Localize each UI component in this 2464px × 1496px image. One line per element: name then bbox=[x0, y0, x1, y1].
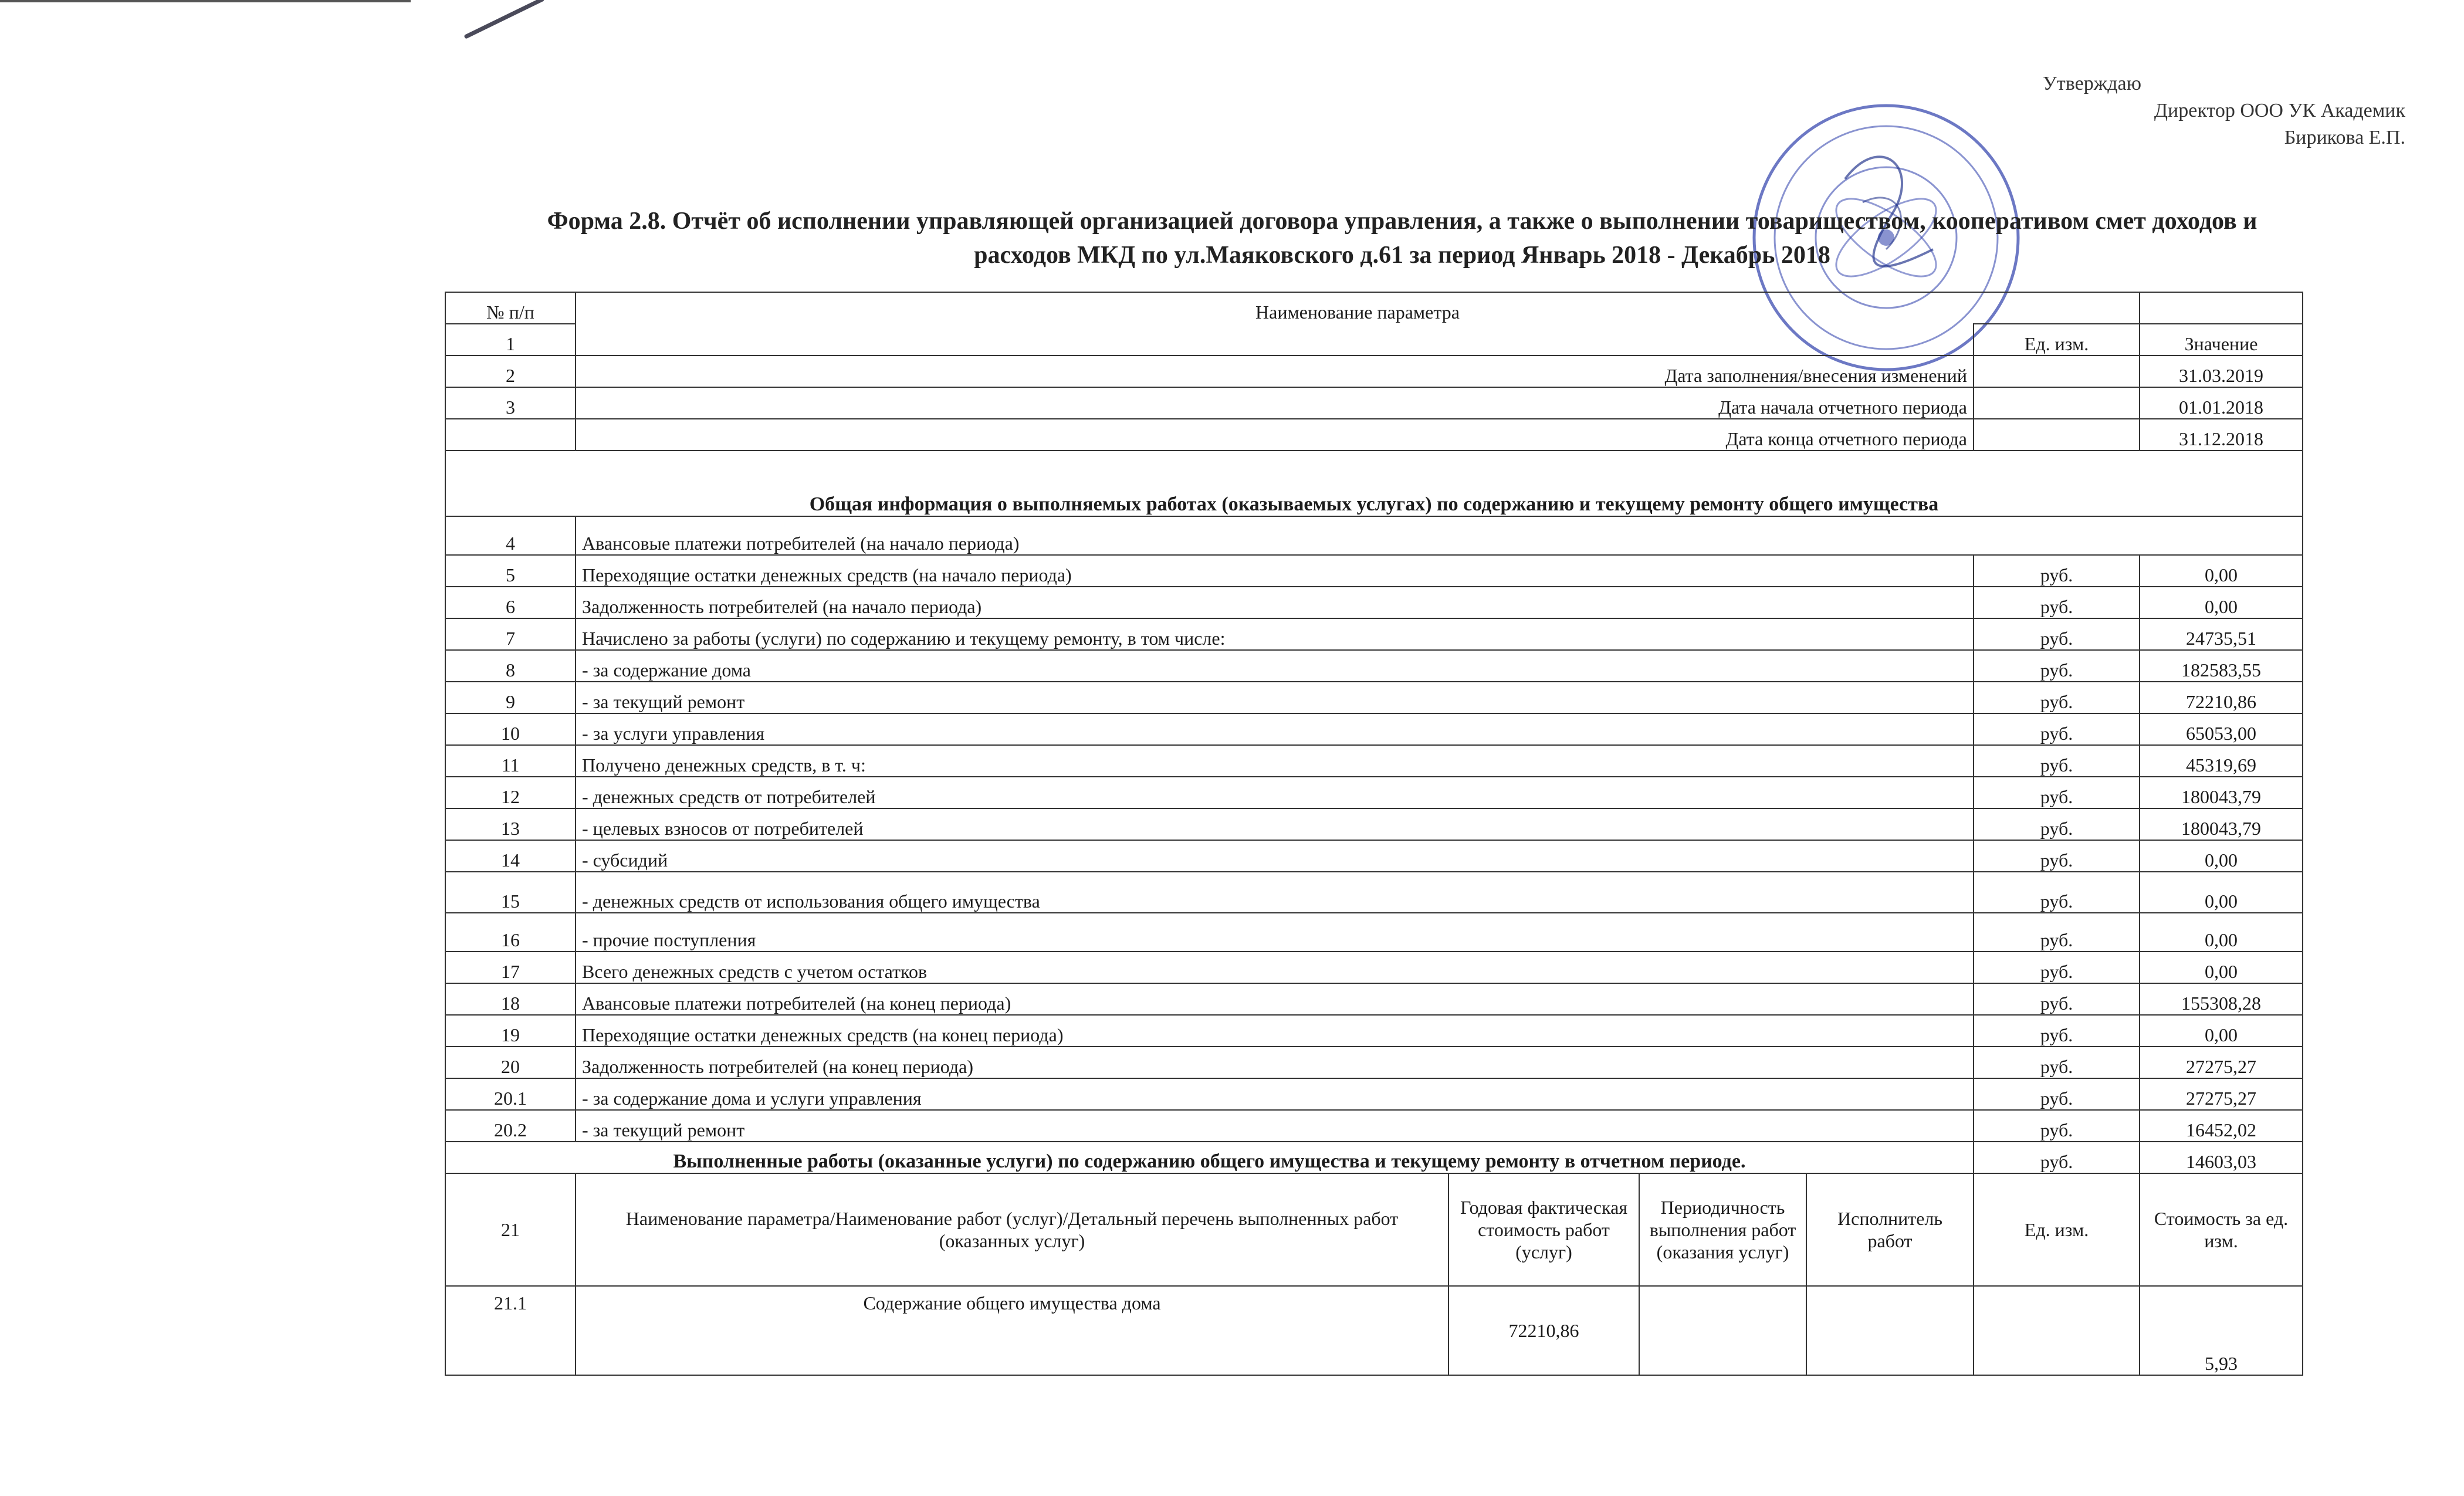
row-value: 31.03.2019 bbox=[2140, 356, 2303, 387]
row-name: Переходящие остатки денежных средств (на конец периода) bbox=[576, 1015, 1974, 1047]
row-num: 7 bbox=[445, 618, 576, 650]
row-num: 17 bbox=[445, 952, 576, 983]
periodicity-header: Периодичность выполнения работ (оказания услуг) bbox=[1639, 1173, 1806, 1286]
row-name: Содержание общего имущества дома bbox=[576, 1286, 1448, 1375]
row-unit: руб. bbox=[1974, 650, 2140, 682]
table-row bbox=[445, 516, 2303, 555]
row-unit: руб. bbox=[1974, 1047, 2140, 1078]
header-value: Значение bbox=[2140, 324, 2303, 356]
row-unit: руб. bbox=[1974, 913, 2140, 952]
row-name: Получено денежных средств, в т. ч: bbox=[576, 745, 1974, 777]
row-name: Всего денежных средств с учетом остатков bbox=[576, 952, 1974, 983]
row-value: 24735,51 bbox=[2140, 618, 2303, 650]
row-num: 3 bbox=[445, 387, 576, 419]
row-value: 0,00 bbox=[2140, 913, 2303, 952]
row-name: - за содержание дома bbox=[576, 650, 1974, 682]
row-name: - за содержание дома и услуги управления bbox=[576, 1078, 1974, 1110]
row-name: Дата конца отчетного периода bbox=[576, 419, 1974, 451]
row-name: - за услуги управления bbox=[576, 713, 1974, 745]
date-row bbox=[445, 419, 2303, 451]
row-value: 0,00 bbox=[2140, 952, 2303, 983]
row-num: 20.1 bbox=[445, 1078, 576, 1110]
row-value: 180043,79 bbox=[2140, 777, 2303, 808]
row-value: 45319,69 bbox=[2140, 745, 2303, 777]
row-value: 0,00 bbox=[2140, 587, 2303, 618]
row-unit: руб. bbox=[1974, 587, 2140, 618]
row-num: 19 bbox=[445, 1015, 576, 1047]
row-value: 65053,00 bbox=[2140, 713, 2303, 745]
row-name: Дата заполнения/внесения изменений bbox=[576, 356, 1974, 387]
section-header bbox=[445, 1142, 2303, 1173]
row-num: 2 bbox=[445, 356, 576, 387]
row-value: 0,00 bbox=[2140, 872, 2303, 913]
row-name: - денежных средств от потребителей bbox=[576, 777, 1974, 808]
cost-per-unit: 5,93 bbox=[2140, 1286, 2303, 1375]
table-row bbox=[445, 650, 2303, 682]
unit-header: Ед. изм. bbox=[1974, 1173, 2140, 1286]
executor-header: Исполнитель работ bbox=[1806, 1173, 1974, 1286]
row-unit: руб. bbox=[1974, 555, 2140, 587]
approval-line-3: Бирикова Е.П. bbox=[2284, 127, 2405, 148]
row-unit: руб. bbox=[1974, 840, 2140, 872]
row-value: 180043,79 bbox=[2140, 808, 2303, 840]
approval-line-2: Директор ООО УК Академик bbox=[2154, 100, 2405, 121]
header-name: Наименование параметра bbox=[576, 292, 2140, 324]
header-row bbox=[445, 292, 2303, 324]
row-value: 31.12.2018 bbox=[2140, 419, 2303, 451]
table-row bbox=[445, 1110, 2303, 1142]
date-row bbox=[445, 387, 2303, 419]
table-row bbox=[445, 1078, 2303, 1110]
row-unit: руб. bbox=[1974, 1142, 2140, 1173]
row-value: 72210,86 bbox=[2140, 682, 2303, 713]
header-unit: Ед. изм. bbox=[1974, 324, 2140, 356]
row-name: Задолженность потребителей (на конец периода) bbox=[576, 1047, 1974, 1078]
table-row bbox=[445, 872, 2303, 913]
row-num: 10 bbox=[445, 713, 576, 745]
row-unit: руб. bbox=[1974, 618, 2140, 650]
row-num: 13 bbox=[445, 808, 576, 840]
row-name: Переходящие остатки денежных средств (на начало периода) bbox=[576, 555, 1974, 587]
row-name: Авансовые платежи потребителей (на конец периода) bbox=[576, 983, 1974, 1015]
row-value: 27275,27 bbox=[2140, 1078, 2303, 1110]
row-num: 1 bbox=[445, 324, 576, 356]
scan-edge-line bbox=[0, 0, 411, 2]
row-name: Начислено за работы (услуги) по содержанию и текущему ремонту, в том числе: bbox=[576, 618, 1974, 650]
row-unit: руб. bbox=[1974, 1078, 2140, 1110]
row-value: 27275,27 bbox=[2140, 1047, 2303, 1078]
row-name: - субсидий bbox=[576, 840, 1974, 872]
row-name: - прочие поступления bbox=[576, 913, 1974, 952]
row-num: 11 bbox=[445, 745, 576, 777]
row-unit: руб. bbox=[1974, 745, 2140, 777]
cost-per-unit-header: Стоимость за ед. изм. bbox=[2140, 1173, 2303, 1286]
row-value: 14603,03 bbox=[2140, 1142, 2303, 1173]
row-num: 18 bbox=[445, 983, 576, 1015]
row-num: 20.2 bbox=[445, 1110, 576, 1142]
row-num: 5 bbox=[445, 555, 576, 587]
works-name-header: Наименование параметра/Наименование работ (услуг)/Детальный перечень выполненных работ (оказанных услуг) bbox=[576, 1173, 1448, 1286]
row-unit: руб. bbox=[1974, 1110, 2140, 1142]
row-unit: руб. bbox=[1974, 808, 2140, 840]
table-row bbox=[445, 840, 2303, 872]
row-num: 4 bbox=[445, 516, 576, 555]
table-row bbox=[445, 983, 2303, 1015]
row-name: - целевых взносов от потребителей bbox=[576, 808, 1974, 840]
row-unit: руб. bbox=[1974, 713, 2140, 745]
table-row bbox=[445, 745, 2303, 777]
row-num bbox=[445, 419, 576, 451]
table-row bbox=[445, 913, 2303, 952]
approval-line-1: Утверждаю bbox=[2042, 73, 2141, 94]
row-unit: руб. bbox=[1974, 777, 2140, 808]
row-num: 14 bbox=[445, 840, 576, 872]
row-name: Задолженность потребителей (на начало периода) bbox=[576, 587, 1974, 618]
table-row bbox=[445, 952, 2303, 983]
row-unit: руб. bbox=[1974, 872, 2140, 913]
row-num: 21.1 bbox=[445, 1286, 576, 1375]
row-unit: руб. bbox=[1974, 682, 2140, 713]
section-title: Выполненные работы (оказанные услуги) по содержанию общего имущества и текущему ремонту в отчетном периоде. bbox=[445, 1142, 1974, 1173]
row-value: 0,00 bbox=[2140, 1015, 2303, 1047]
row-name: Авансовые платежи потребителей (на начало периода) bbox=[576, 516, 2303, 555]
row-value: 182583,55 bbox=[2140, 650, 2303, 682]
row-name: Дата начала отчетного периода bbox=[576, 387, 1974, 419]
row-unit: руб. bbox=[1974, 952, 2140, 983]
header-row-2 bbox=[445, 324, 2303, 356]
row-name: - денежных средств от использования общего имущества bbox=[576, 872, 1974, 913]
row-value: 155308,28 bbox=[2140, 983, 2303, 1015]
row-num: 16 bbox=[445, 913, 576, 952]
section-header bbox=[445, 451, 2303, 516]
table-row bbox=[445, 1286, 2303, 1375]
annual-cost: 72210,86 bbox=[1448, 1286, 1639, 1375]
date-row bbox=[445, 356, 2303, 387]
row-value: 01.01.2018 bbox=[2140, 387, 2303, 419]
row-num: 8 bbox=[445, 650, 576, 682]
row-value: 0,00 bbox=[2140, 840, 2303, 872]
row-value: 0,00 bbox=[2140, 555, 2303, 587]
row-name: - за текущий ремонт bbox=[576, 682, 1974, 713]
table-row bbox=[445, 555, 2303, 587]
row-unit: руб. bbox=[1974, 1015, 2140, 1047]
table-row bbox=[445, 682, 2303, 713]
document-title: Форма 2.8. Отчёт об исполнении управляющей организацией договора управления, а также о выполнении товариществом, кооперативом смет доходов и расходов МКД по ул.Маяковского д.61 за период Январь 2018 - Декабрь 2018 bbox=[547, 208, 2257, 269]
row-num: 6 bbox=[445, 587, 576, 618]
row-name: - за текущий ремонт bbox=[576, 1110, 1974, 1142]
row-value: 16452,02 bbox=[2140, 1110, 2303, 1142]
table-row bbox=[445, 808, 2303, 840]
row-num: 9 bbox=[445, 682, 576, 713]
annual-cost-header: Годовая фактическая стоимость работ (услуг) bbox=[1448, 1173, 1639, 1286]
row-num: 15 bbox=[445, 872, 576, 913]
table-row bbox=[445, 618, 2303, 650]
report-table bbox=[445, 292, 2302, 1376]
table-row bbox=[445, 713, 2303, 745]
works-header-row bbox=[445, 1173, 2303, 1286]
table-row bbox=[445, 777, 2303, 808]
row-num: 21 bbox=[445, 1173, 576, 1286]
section-title: Общая информация о выполняемых работах (оказываемых услугах) по содержанию и текущему ремонту общего имущества bbox=[445, 451, 2303, 516]
row-num: 20 bbox=[445, 1047, 576, 1078]
row-num: 12 bbox=[445, 777, 576, 808]
pen-mark bbox=[463, 0, 544, 39]
header-num: № п/п bbox=[445, 292, 576, 324]
table-row bbox=[445, 587, 2303, 618]
table-row bbox=[445, 1047, 2303, 1078]
row-unit: руб. bbox=[1974, 983, 2140, 1015]
table-row bbox=[445, 1015, 2303, 1047]
